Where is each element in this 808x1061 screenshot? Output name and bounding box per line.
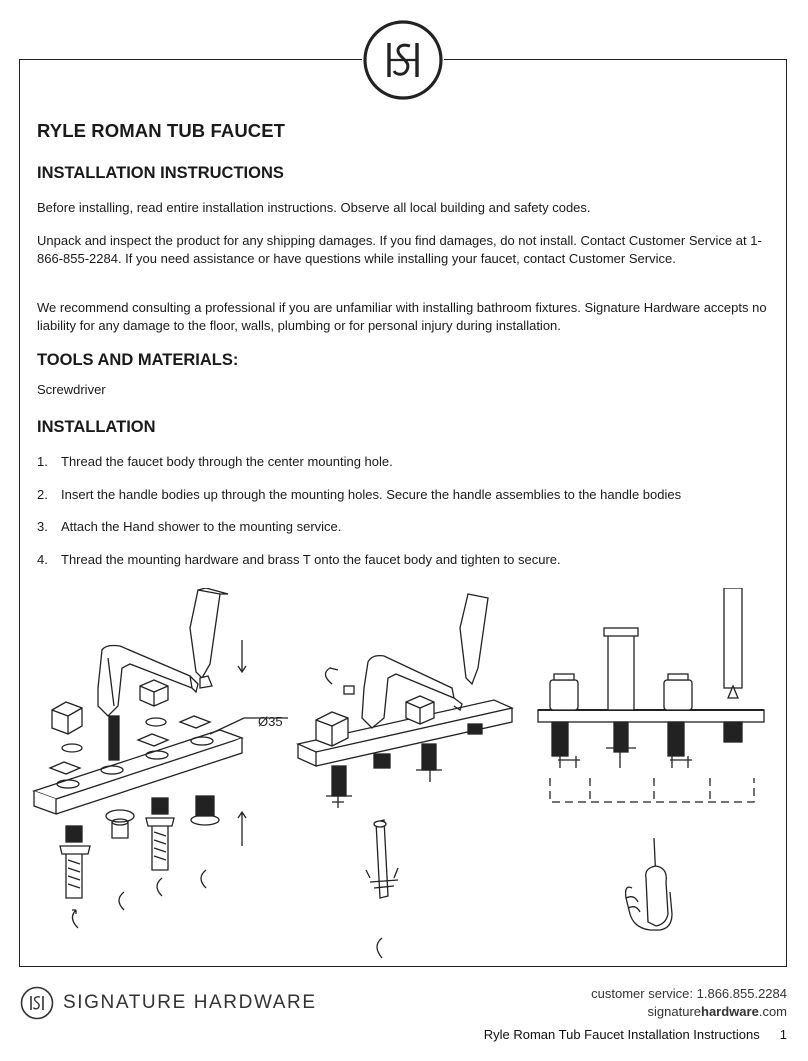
step-text: Attach the Hand shower to the mounting service. — [61, 519, 342, 534]
inspection-paragraph: Unpack and inspect the product for any shipping damages. If you find damages, do not install. Contact Customer Service at 1-866-855-2284. If you need assistance or have questions while installing your faucet, contact Customer Service. — [37, 233, 762, 266]
main-content — [37, 120, 772, 567]
installation-instructions-heading: INSTALLATION INSTRUCTIONS — [37, 164, 284, 182]
step-item: 2. Insert the handle bodies up through the mounting holes. Secure the handle assemblies to the handle bodies — [37, 486, 772, 519]
step-item: 1. Thread the faucet body through the center mounting hole. — [37, 453, 772, 486]
tools-heading: TOOLS AND MATERIALS: — [37, 351, 239, 369]
website-link[interactable]: signaturehardware.com — [647, 1004, 787, 1019]
step-text: Thread the faucet body through the center mounting hole. — [61, 454, 393, 469]
step-list — [37, 453, 772, 583]
brand-logo-icon — [362, 19, 444, 101]
step-text: Insert the handle bodies up through the mounting holes. Secure the handle assemblies to the handle bodies — [61, 486, 682, 502]
diameter-label: Ø35 — [258, 714, 283, 729]
brand-name: SIGNATURE HARDWARE — [63, 992, 317, 1013]
document-title: Ryle Roman Tub Faucet Installation Instructions — [483, 1027, 760, 1042]
front-view-illustration — [538, 588, 764, 930]
step-item: 4. Thread the mounting hardware and brass T onto the faucet body and tighten to secure. — [37, 551, 772, 584]
assembled-view-illustration — [298, 594, 512, 958]
exploded-view-illustration — [34, 588, 288, 928]
customer-service-phone: customer service: 1.866.855.2284 — [591, 986, 787, 1001]
installation-heading: INSTALLATION — [37, 418, 156, 436]
page-number: 1 — [779, 1027, 787, 1042]
page-title: RYLE ROMAN TUB FAUCET — [37, 120, 286, 141]
document-footer — [484, 1027, 787, 1042]
intro-paragraph: Before installing, read entire installation instructions. Observe all local building and safety codes. — [37, 200, 591, 215]
brand-mark-icon — [20, 986, 54, 1020]
footer-brand — [20, 986, 317, 1020]
step-item: 3. Attach the Hand shower to the mounting service. — [37, 518, 772, 551]
installation-diagram — [20, 588, 786, 960]
tools-item: Screwdriver — [37, 382, 106, 397]
step-text: Thread the mounting hardware and brass T onto the faucet body and tighten to secure. — [61, 551, 561, 567]
liability-paragraph: We recommend consulting a professional if you are unfamiliar with installing bathroom fixtures. Signature Hardware accepts no liability for any damage to the floor, walls, plumbing or for personal injury during installation. — [37, 300, 767, 333]
customer-service-info — [591, 985, 787, 1021]
